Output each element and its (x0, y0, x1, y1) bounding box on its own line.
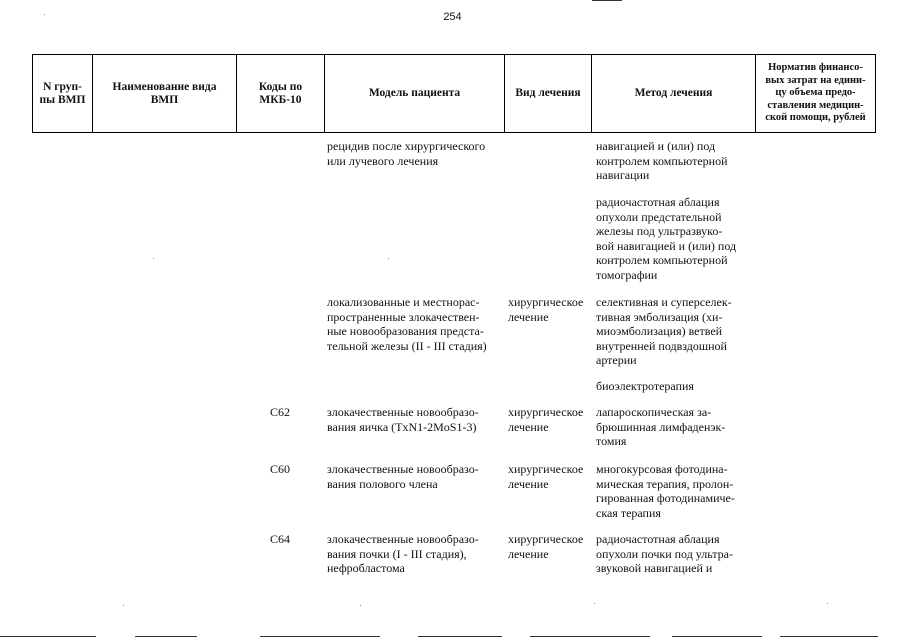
row-1-method: радиочастотная аблация опухоли предстательной железы под ультразвуко- вой навигацией и (или) под контролем компьютерной томографии (596, 195, 737, 282)
row-2-patient-model: локализованные и местнорас- пространенные злокачествен- ные новообразования предста- тельной железы (II - III стадия) (327, 295, 487, 353)
scan-speck (388, 258, 389, 259)
scan-speck (44, 14, 45, 15)
header-cost-norm: Норматив финансо- вых затрат на едини- цу объема предо- ставления медицин- ской помощи, рублей (755, 54, 876, 133)
row-6-icd-code: C64 (270, 532, 291, 546)
page-number: 254 (443, 11, 462, 23)
row-5-icd-code: C60 (270, 462, 291, 476)
scan-speck (153, 258, 154, 259)
row-4-treatment-type: хирургическое лечение (508, 405, 584, 434)
header-patient-model: Модель пациента (324, 54, 505, 133)
scan-speck (360, 605, 361, 606)
row-5-patient-model: злокачественные новообразо- вания полового члена (327, 462, 479, 491)
row-0-patient-model: рецидив после хирургического или лучевого лечения (327, 139, 486, 168)
scan-edge-top (592, 0, 622, 1)
header-treatment-method: Метод лечения (591, 54, 756, 133)
table-header (32, 54, 876, 133)
row-4-method: лапароскопическая за- брюшинная лимфаденэк- томия (596, 405, 726, 449)
scan-edge (0, 628, 905, 640)
row-6-treatment-type: хирургическое лечение (508, 532, 584, 561)
row-3-method: биоэлектротерапия (596, 379, 694, 393)
row-6-method: радиочастотная аблация опухоли почки под ультра- звуковой навигацией и (596, 532, 733, 576)
scan-speck (594, 603, 595, 604)
header-group-no: N груп- пы ВМП (32, 54, 93, 133)
row-4-patient-model: злокачественные новообразо- вания яичка (TxN1-2MoS1-3) (327, 405, 479, 434)
header-vmp-name: Наименование вида ВМП (92, 54, 237, 133)
row-6-patient-model: злокачественные новообразо- вания почки (I - III стадия), нефробластома (327, 532, 479, 576)
header-icd-codes: Коды по МКБ-10 (236, 54, 325, 133)
row-2-treatment-type: хирургическое лечение (508, 295, 584, 324)
row-4-icd-code: C62 (270, 405, 291, 419)
scan-speck (827, 603, 828, 604)
row-5-method: многокурсовая фотодина- мическая терапия, пролон- гированная фотодинамиче- ская терапия (596, 462, 735, 520)
row-5-treatment-type: хирургическое лечение (508, 462, 584, 491)
row-2-method: селективная и суперселек- тивная эмболизация (хи- миоэмболизация) ветвей внутренней подвздошной артерии (596, 295, 732, 368)
scan-speck (123, 605, 124, 606)
row-0-method: навигацией и (или) под контролем компьютерной навигации (596, 139, 728, 183)
header-treatment-type: Вид лечения (504, 54, 592, 133)
